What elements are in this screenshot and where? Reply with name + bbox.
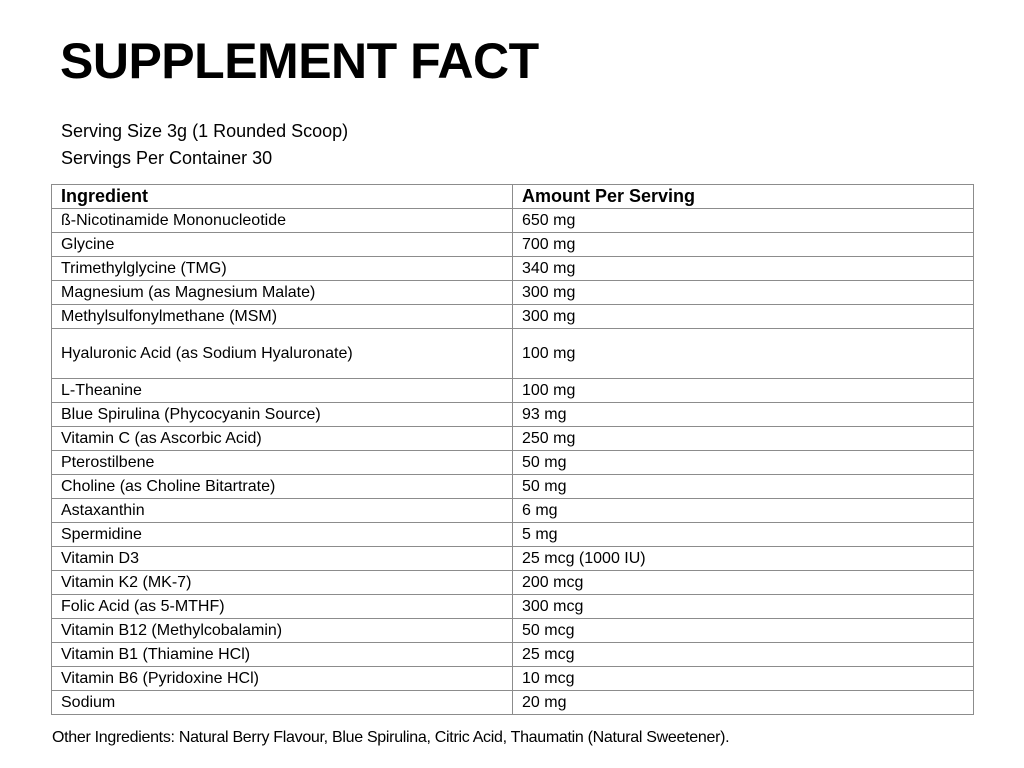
- amount-cell: 93 mg: [513, 403, 974, 427]
- amount-cell: 10 mcg: [513, 667, 974, 691]
- ingredient-cell: Astaxanthin: [52, 499, 513, 523]
- amount-cell: 300 mg: [513, 305, 974, 329]
- ingredient-cell: Glycine: [52, 233, 513, 257]
- ingredient-cell: Vitamin D3: [52, 547, 513, 571]
- ingredient-cell: ß-Nicotinamide Mononucleotide: [52, 209, 513, 233]
- amount-cell: 200 mcg: [513, 571, 974, 595]
- column-header-amount: Amount Per Serving: [513, 185, 974, 209]
- table-row: [52, 595, 974, 619]
- amount-cell: 300 mcg: [513, 595, 974, 619]
- serving-size: Serving Size 3g (1 Rounded Scoop): [61, 121, 349, 141]
- table-row: [52, 305, 974, 329]
- amount-cell: 250 mg: [513, 427, 974, 451]
- amount-cell: 25 mcg: [513, 643, 974, 667]
- ingredient-cell: Hyaluronic Acid (as Sodium Hyaluronate): [52, 329, 513, 379]
- table-row: [52, 691, 974, 715]
- ingredient-cell: L-Theanine: [52, 379, 513, 403]
- amount-cell: 25 mcg (1000 IU): [513, 547, 974, 571]
- amount-cell: 100 mg: [513, 379, 974, 403]
- other-ingredients: Other Ingredients: Natural Berry Flavour, Blue Spirulina, Citric Acid, Thaumatin (Natural Sweetener).: [52, 729, 730, 746]
- ingredient-cell: Vitamin B6 (Pyridoxine HCl): [52, 667, 513, 691]
- table-row: [52, 547, 974, 571]
- table-row: [52, 209, 974, 233]
- table-row: [52, 379, 974, 403]
- ingredient-cell: Vitamin C (as Ascorbic Acid): [52, 427, 513, 451]
- servings-per-container: Servings Per Container 30: [61, 148, 273, 168]
- ingredient-cell: Methylsulfonylmethane (MSM): [52, 305, 513, 329]
- table-row: [52, 475, 974, 499]
- amount-cell: 700 mg: [513, 233, 974, 257]
- table-row: [52, 403, 974, 427]
- amount-cell: 6 mg: [513, 499, 974, 523]
- ingredient-cell: Blue Spirulina (Phycocyanin Source): [52, 403, 513, 427]
- table-row: [52, 257, 974, 281]
- table-row: [52, 451, 974, 475]
- amount-cell: 100 mg: [513, 329, 974, 379]
- amount-cell: 340 mg: [513, 257, 974, 281]
- amount-cell: 5 mg: [513, 523, 974, 547]
- supplement-facts-table: [51, 184, 974, 715]
- ingredient-cell: Spermidine: [52, 523, 513, 547]
- table-row: [52, 427, 974, 451]
- table-row: [52, 499, 974, 523]
- table-row: [52, 233, 974, 257]
- table-row: [52, 281, 974, 305]
- ingredient-cell: Sodium: [52, 691, 513, 715]
- amount-cell: 50 mg: [513, 475, 974, 499]
- table-row: [52, 643, 974, 667]
- table-row: [52, 523, 974, 547]
- serving-info: [61, 118, 348, 172]
- column-header-ingredient: Ingredient: [52, 185, 513, 209]
- ingredient-cell: Vitamin K2 (MK-7): [52, 571, 513, 595]
- ingredient-cell: Vitamin B12 (Methylcobalamin): [52, 619, 513, 643]
- ingredient-cell: Trimethylglycine (TMG): [52, 257, 513, 281]
- amount-cell: 50 mg: [513, 451, 974, 475]
- amount-cell: 650 mg: [513, 209, 974, 233]
- table-row: [52, 571, 974, 595]
- ingredient-cell: Magnesium (as Magnesium Malate): [52, 281, 513, 305]
- ingredient-cell: Choline (as Choline Bitartrate): [52, 475, 513, 499]
- table-row: [52, 667, 974, 691]
- table-row: [52, 329, 974, 379]
- ingredient-cell: Folic Acid (as 5-MTHF): [52, 595, 513, 619]
- ingredient-cell: Vitamin B1 (Thiamine HCl): [52, 643, 513, 667]
- amount-cell: 300 mg: [513, 281, 974, 305]
- ingredient-cell: Pterostilbene: [52, 451, 513, 475]
- page-title: SUPPLEMENT FACT: [60, 33, 539, 89]
- amount-cell: 20 mg: [513, 691, 974, 715]
- table-row: [52, 619, 974, 643]
- table-header-row: [52, 185, 974, 209]
- amount-cell: 50 mcg: [513, 619, 974, 643]
